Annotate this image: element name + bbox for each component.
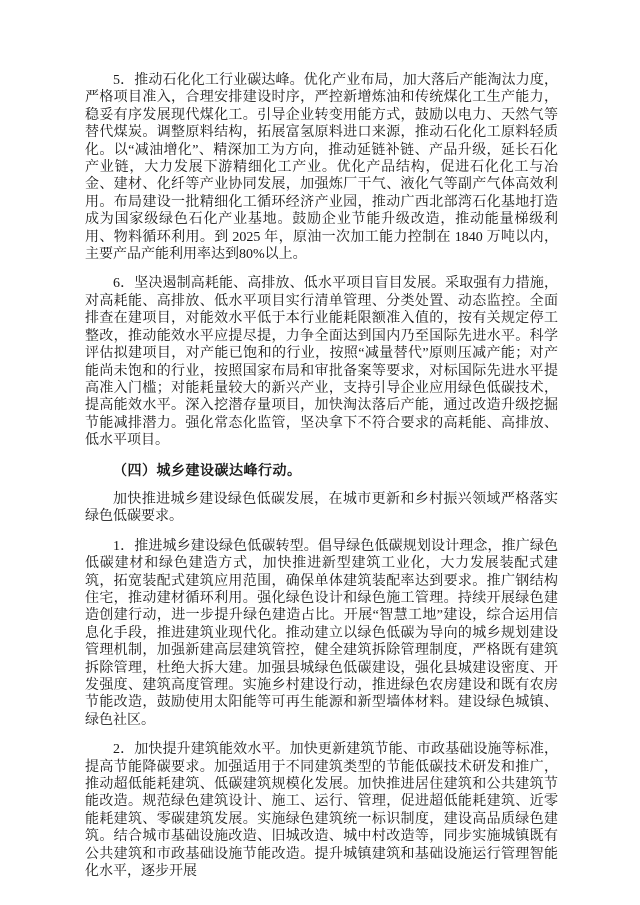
body-paragraph: 1．推进城乡建设绿色低碳转型。倡导绿色低碳规划设计理念，推广绿色低碳建材和绿色建造方式，加快推进新型建筑工业化，大力发展装配式建筑，拓宽装配式建筑应用范围，确保单体建筑装配率达到要求。推广钢结构住宅，推动建材循环利用。强化绿色设计和绿色施工管理。持续开展绿色建造创建行动，进一步提升绿色建造占比。开展“智慧工地”建设，综合运用信息化手段，推进建筑业现代化。推动建立以绿色低碳为导向的城乡规划建设管理机制，加强新建高层建筑管控，健全建筑拆除管理制度，严格既有建筑拆除管理，杜绝大拆大建。加强县城绿色低碳建设，强化县城建设密度、开发强度、建筑高度管理。实施乡村建设行动，推进绿色农房建设和既有农房节能改造，鼓励使用太阳能等可再生能源和新型墙体材料。建设绿色城镇、绿色社区。 <box>85 538 558 728</box>
body-paragraph: 6．坚决遏制高耗能、高排放、低水平项目盲目发展。采取强有力措施，对高耗能、高排放、低水平项目实行清单管理、分类处置、动态监控。全面排查在建项目，对能效水平低于本行业能耗限额准入值的，按有关规定停工整改，推动能效水平应提尽提，力争全面达到国内乃至国际先进水平。科学评估拟建项目，对产能已饱和的行业，按照“减量替代”原则压减产能；对产能尚未饱和的行业，按照国家布局和审批备案等要求，对标国际先进水平提高准入门槛；对能耗量较大的新兴产业，支持引导企业应用绿色低碳技术，提高能效水平。深入挖潜存量项目，加快淘汰落后产能，通过改造升级挖掘节能减排潜力。强化常态化监管，坚决拿下不符合要求的高耗能、高排放、低水平项目。 <box>85 276 558 449</box>
document-body <box>85 72 558 880</box>
body-paragraph: 5．推动石化化工行业碳达峰。优化产业布局，加大落后产能淘汰力度，严格项目准入，合理安排建设时序，严控新增炼油和传统煤化工生产能力，稳妥有序发展现代煤化工。引导企业转变用能方式，鼓励以电力、天然气等替代煤炭。调整原料结构，拓展富氢原料进口来源，推动石化化工原料轻质化。以“减油增化”、精深加工为方向，推动延链补链、产品升级，延长石化产业链，大力发展下游精细化工产业。优化产品结构，促进石化化工与冶金、建材、化纤等产业协同发展，加强炼厂干气、液化气等副产气体高效利用。布局建设一批精细化工循环经济产业园，推动广西北部湾石化基地打造成为国家级绿色石化产业基地。鼓励企业节能升级改造，推动能量梯级利用、物料循环利用。到 2025 年，原油一次加工能力控制在 1840 万吨以内，主要产品产能利用率达到80%以上。 <box>85 73 558 263</box>
body-paragraph: 2．加快提升建筑能效水平。加快更新建筑节能、市政基础设施等标准，提高节能降碳要求。加强适用于不同建筑类型的节能低碳技术研发和推广，推动超低能耗建筑、低碳建筑规模化发展。加快推进居住建筑和公共建筑节能改造。规范绿色建筑设计、施工、运行、管理，促进超低能耗建筑、近零能耗建筑、零碳建筑发展。实施绿色建筑统一标识制度，建设高品质绿色建筑。结合城市基础设施改造、旧城改造、城中村改造等，同步实施城镇既有公共建筑和市政基础设施节能改造。提升城镇建筑和基础设施运行管理智能化水平，逐步开展 <box>85 742 558 880</box>
body-paragraph: 加快推进城乡建设绿色低碳发展，在城市更新和乡村振兴领域严格落实绿色低碳要求。 <box>85 491 558 525</box>
section-heading: （四）城乡建设碳达峰行动。 <box>113 461 302 478</box>
